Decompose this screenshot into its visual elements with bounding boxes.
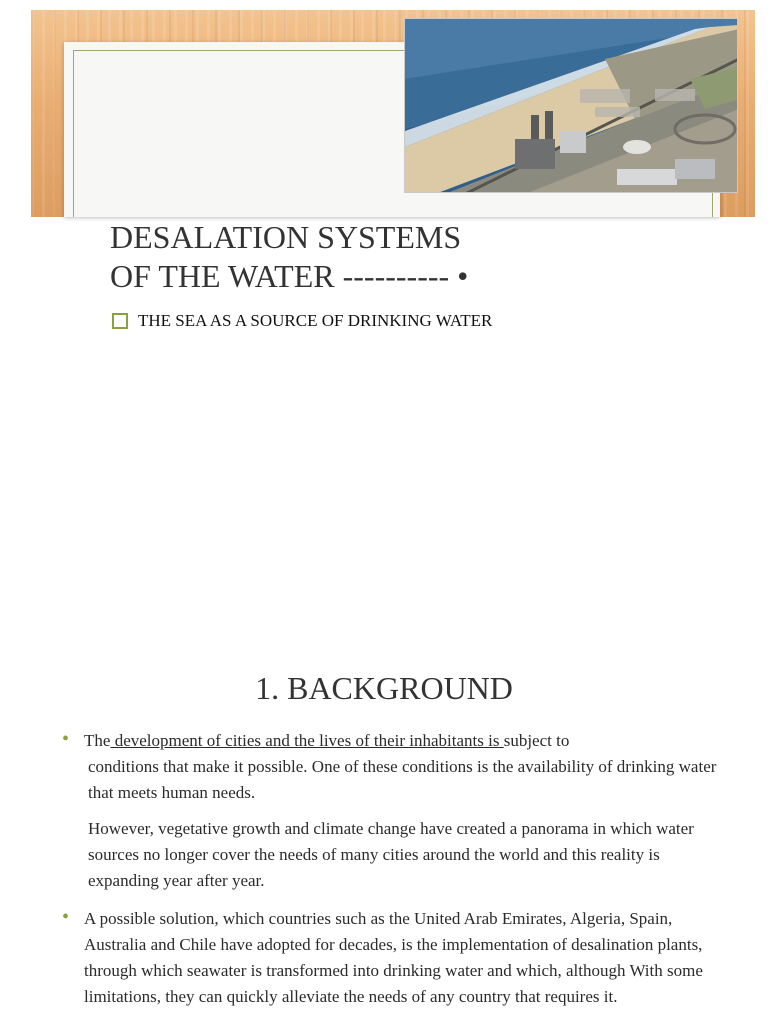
title-line-2: OF THE WATER ---------- • (110, 258, 469, 294)
bullet-icon: • (62, 906, 70, 928)
checkbox-icon (112, 313, 128, 329)
title-line-1: DESALATION SYSTEMS (110, 219, 462, 255)
list-item (62, 728, 722, 894)
slide-subtitle (112, 311, 492, 331)
bullet-1-rest: subject to (503, 731, 570, 750)
coastal-plant-photo (404, 18, 738, 193)
section-heading: 1. BACKGROUND (255, 670, 513, 706)
bullet-1-paragraph-2: However, vegetative growth and climate change have created a panorama in which water sources no longer cover the needs of many cities around the world and this reality is expanding year after year. (88, 819, 694, 890)
list-item (62, 906, 722, 1010)
subtitle-text: THE SEA AS A SOURCE OF DRINKING WATER (138, 311, 493, 330)
slide-background (0, 650, 768, 1024)
bullet-2-text: A possible solution, which countries such as the United Arab Emirates, Algeria, Spain, Australia and Chile have adopted for decades, is the implementation of desalination plants, through which seawater is transformed into drinking water and which, although With some limitations, they can quickly alleviate the needs of any country that requires it. (84, 909, 703, 1006)
bullet-1-first-line (84, 728, 722, 754)
bullet-list (62, 728, 722, 1010)
slide-title-heading (110, 218, 670, 296)
bullet-icon: • (62, 728, 70, 750)
bullet-1-lead: The (84, 731, 111, 750)
bullet-1-underlined: development of cities and the lives of their inhabitants is (110, 731, 504, 750)
bullet-1-continuation: conditions that make it possible. One of these conditions is the availability of drinking water that meets human needs. (88, 757, 717, 802)
